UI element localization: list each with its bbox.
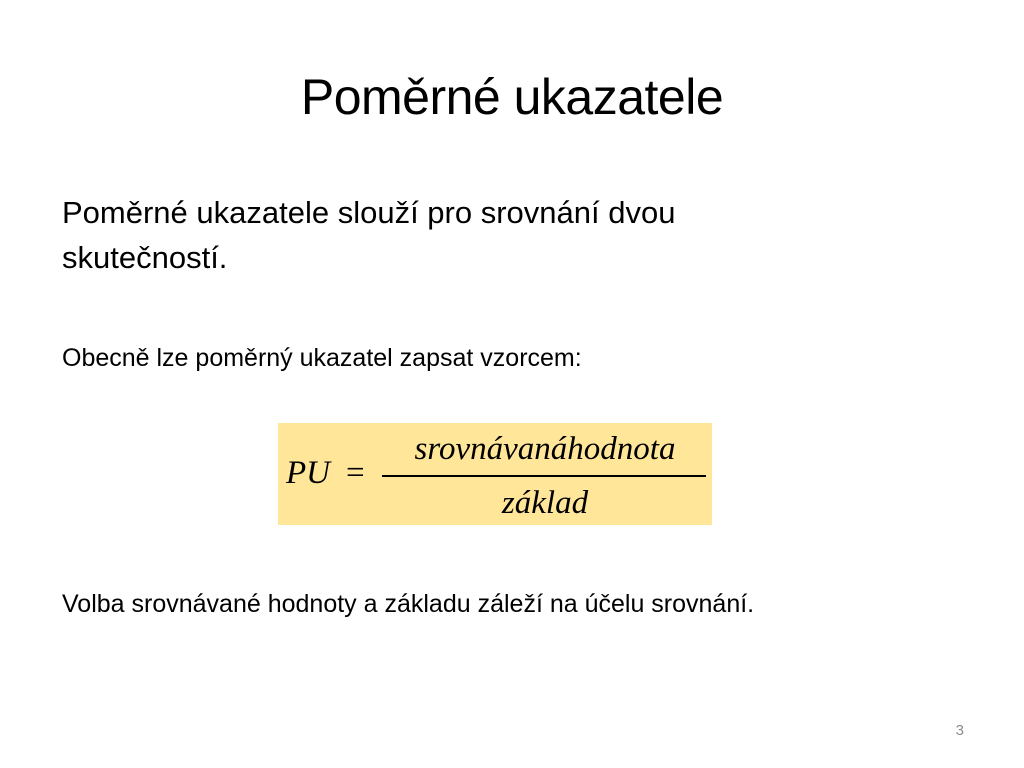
formula-denominator: základ [501,485,589,521]
intro-paragraph: Poměrné ukazatele slouží pro srovnání dvou skutečností. [62,195,676,275]
formula [278,423,712,525]
formula-numerator: srovnávanáhodnota [414,431,676,467]
fraction-line [382,475,706,477]
formula-equals-sign: = [346,455,365,491]
formula-intro-text: Obecně lze poměrný ukazatel zapsat vzorcem: [62,344,582,372]
formula-box [278,423,712,525]
slide-title: Poměrné ukazatele [300,69,724,125]
page-number: 3 [955,722,964,739]
conclusion-paragraph: Volba srovnávané hodnoty a základu záleží na účelu srovnání. [62,590,755,618]
formula-lhs: PU [286,455,330,491]
